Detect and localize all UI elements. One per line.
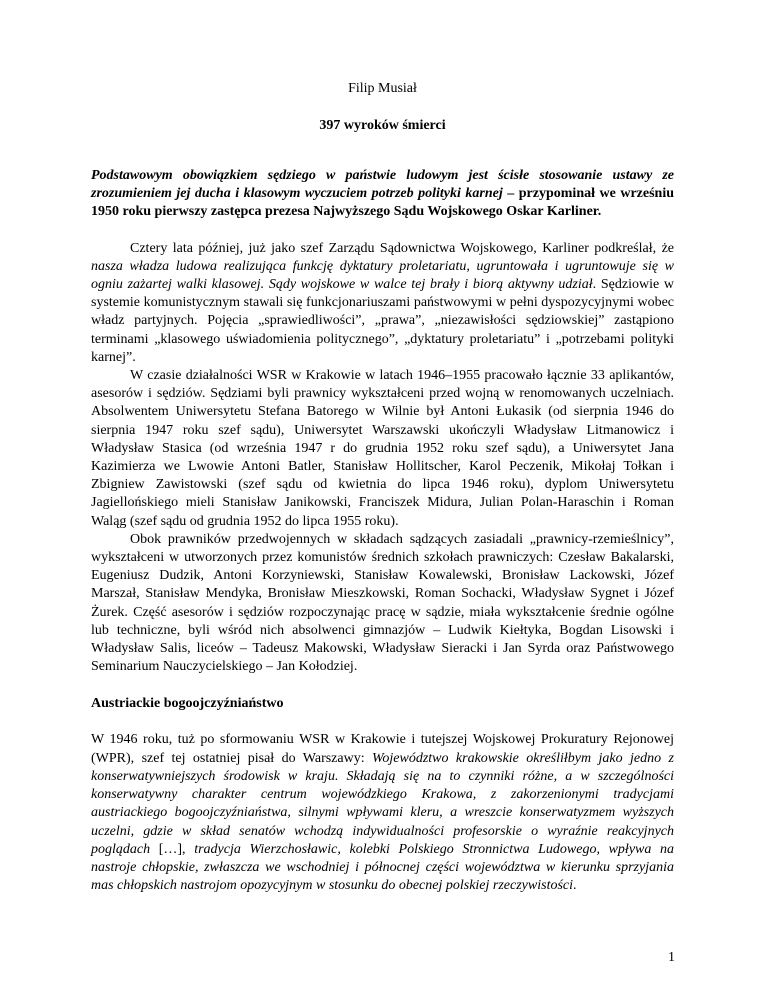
section-heading: Austriackie bogoojczyźniaństwo [91,696,284,712]
paragraph-2: W czasie działalności WSR w Krakowie w latach 1946–1955 pracowało łącznie 33 aplikantów, asesorów i sędziów. Sędziami byli prawnicy wykształceni przed wojną w renomowanych uczelniach. Absolwentem Uniwersytetu Stefana Batorego w Wilnie był Antoni Łukasik (od sierpnia 1946 do sierpnia 1947 roku szef sądu), Uniwersytet Warszawski ukończyli Władysław Litmanowicz i Władysław Stasica (od września 1947 r do grudnia 1952 roku szef sądu), a Uniwersytet Jana Kazimierza we Lwowie Antoni Batler, Stanisław Hollitscher, Karol Peczenik, Mikołaj Tołkan i Zbigniew Zawistowski (szef sądu od kwietnia do lipca 1946 roku), dyplom Uniwersytetu Jagiellońskiego mieli Stanisław Janikowski, Franciszek Midura, Julian Polan-Haraschin i Roman Waląg (szef sądu od grudnia 1952 do lipca 1955 roku). [91,368,674,529]
paragraph-1-text-c: . Sędziowie w systemie komunistycznym stawali się funkcjonariuszami państwowymi w pełni dyspozycyjnymi wobec władz partyjnych. Pojęcia „sprawiedliwości”, „prawa”, „niezawisłości sędziowskiej” zastąpiono terminami „klasowego uświadomienia politycznego”, „dyktatury proletariatu” i „potrzebami polityki karnej”. [91,277,674,365]
lead-rest: – przypominał we wrześniu 1950 roku pierwszy zastępca prezesa Najwyższego Sądu Wojskowego Oskar Karliner. [91,186,675,220]
author-name: Filip Musiał [348,81,417,96]
paragraph-1-quote: nasza władza ludowa realizująca funkcję dyktatury proletariatu, ugruntowała i ugruntowuje się w ogniu zażartej walki klasowej. Sądy wojskowe w walce tej brały i biorą aktywny udział [91,258,674,293]
article-title: 397 wyroków śmierci [319,118,446,133]
paragraph-4-end: . [573,878,577,894]
page-number: 1 [668,950,675,965]
paragraph-4-text-a: W 1946 roku, tuż po sformowaniu WSR w Krakowie i tutejszej Wojskowej Prokuratury Rejonowej (WPR), szef tej ostatniej pisał do Warszawy: [91,732,674,766]
paragraph-4-quote-1: Województwo krakowskie określiłbym jako jedno z konserwatywniejszych środowisk w kraju. Składają się na to czynniki różne, a w szczególności konserwatywny charakter centrum wojewódzkiego Krakowa, z zakorzenionymi tradycjami austriackiego bogoojczyźniaństwa, silnymi wpływami kleru, a wreszcie konserwatyzmem wyższych uczelni, gdzie w skład senatów wchodzą indywidualności profesorskie o wyraźnie reakcyjnych poglądach [91,750,674,857]
paragraph-1-text-a: Cztery lata później, już jako szef Zarządu Sądownictwa Wojskowego, Karliner podkreślał, że [130,240,674,256]
document-page [91,62,674,895]
paragraph-1 [91,240,674,367]
paragraph-4-quote-2: tradycja Wierzchosławic, kolebki Polskiego Stronnictwa Ludowego, wpływa na nastroje chłopskie, zwłaszcza we wschodniej i północnej części województwa w kierunku sprzyjania mas chłopskich nastrojom opozycyjnym w stosunku do obecnej polskiej rzeczywistości [91,841,674,894]
paragraph-4 [91,731,674,895]
lead-quote: Podstawowym obowiązkiem sędziego w państwie ludowym jest ścisłe stosowanie ustawy ze zrozumieniem jej ducha i klasowym wyczuciem potrzeb polityki karnej [91,168,674,202]
lead-paragraph [91,167,674,222]
paragraph-4-ellipsis: […], [150,841,195,857]
paragraph-3: Obok prawników przedwojennych w składach sądzących zasiadali „prawnicy-rzemieślnicy”, wykształceni w utworzonych przez komunistów średnich szkołach prawniczych: Czesław Bakalarski, Eugeniusz Dudzik, Antoni Korzyniewski, Stanisław Kowalewski, Bronisław Lackowski, Józef Marszał, Stanisław Mendyka, Bronisław Mieszkowski, Roman Sochacki, Władysław Sygnet i Józef Żurek. Część asesorów i sędziów rozpoczynając pracę w sądzie, miała wykształcenie średnie ogólne lub techniczne, byli wśród nich absolwenci gimnazjów – Ludwik Kiełtyka, Bogdan Lisowski i Władysław Salis, liceów – Tadeusz Makowski, Władysław Sieracki i Jan Syrda oraz Państwowego Seminarium Nauczycielskiego – Jan Kołodziej. [91,531,674,675]
